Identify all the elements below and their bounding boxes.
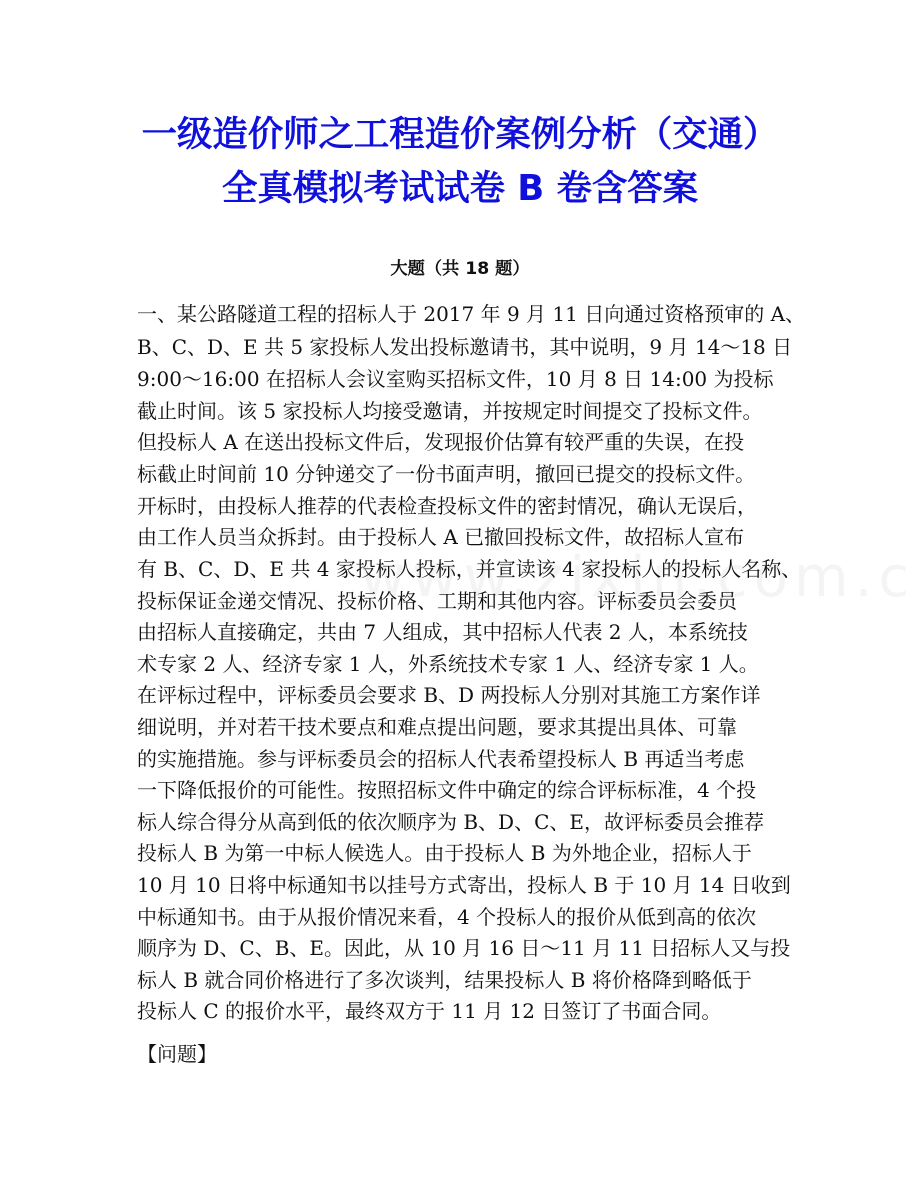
paragraph-line: 顺序为 D、C、B、E。因此，从 10 月 16 日～11 月 11 日招标人又与投	[137, 936, 791, 960]
paragraph-line: 有 B、C、D、E 共 4 家投标人投标，并宣读该 4 家投标人的投标人名称、	[137, 557, 802, 581]
paragraph-line: 由招标人直接确定，共由 7 人组成，其中招标人代表 2 人，本系统技	[137, 620, 748, 644]
paragraph-line: B、C、D、E 共 5 家投标人发出投标邀请书，其中说明，9 月 14～18 日	[137, 335, 793, 359]
question-label: 【问题】	[137, 1042, 217, 1066]
paragraph-line: 投标保证金递交情况、投标价格、工期和其他内容。评标委员会委员	[137, 589, 737, 613]
section-heading: 大题（共 18 题）	[390, 259, 530, 279]
paragraph-line: 中标通知书。由于从报价情况来看，4 个投标人的报价从低到高的依次	[137, 905, 757, 929]
paragraph-line: 投标人 C 的报价水平，最终双方于 11 月 12 日签订了书面合同。	[137, 999, 722, 1023]
paragraph-line: 标截止时间前 10 分钟递交了一份书面声明，撤回已提交的投标文件。	[137, 462, 756, 486]
paragraph-line: 术专家 2 人、经济专家 1 人，外系统技术专家 1 人、经济专家 1 人。	[137, 652, 759, 676]
paragraph-line: 标人综合得分从高到低的依次顺序为 B、D、C、E，故评标委员会推荐	[137, 810, 764, 834]
paragraph-line: 标人 B 就合同价格进行了多次谈判，结果投标人 B 将价格降到略低于	[137, 968, 752, 992]
paragraph-line: 一、某公路隧道工程的招标人于 2017 年 9 月 11 日向通过资格预审的 A、	[137, 302, 806, 326]
paragraph-line: 开标时，由投标人推荐的代表检查投标文件的密封情况，确认无误后，	[137, 494, 757, 518]
paragraph-line: 在评标过程中，评标委员会要求 B、D 两投标人分别对其施工方案作详	[137, 683, 761, 707]
paragraph-line: 投标人 B 为第一中标人候选人。由于投标人 B 为外地企业，招标人于	[137, 841, 752, 865]
paragraph-line: 10 月 10 日将中标通知书以挂号方式寄出，投标人 B 于 10 月 14 日收到	[137, 873, 791, 897]
paragraph-line: 由工作人员当众拆封。由于投标人 A 已撤回投标文件，故招标人宣布	[137, 525, 745, 549]
document-title-line-1: 一级造价师之工程造价案例分析（交通）	[141, 114, 779, 155]
paragraph-line: 一下降低报价的可能性。按照招标文件中确定的综合评标标准，4 个投	[137, 778, 757, 802]
paragraph-line: 细说明，并对若干技术要点和难点提出问题，要求其提出具体、可靠	[137, 715, 737, 739]
paragraph-line: 截止时间。该 5 家投标人均接受邀请，并按规定时间提交了投标文件。	[137, 399, 763, 423]
document-title-line-2: 全真模拟考试试卷 B 卷含答案	[221, 168, 699, 209]
paragraph-line: 的实施措施。参与评标委员会的招标人代表希望投标人 B 再适当考虑	[137, 747, 745, 771]
paragraph-line: 9:00～16:00 在招标人会议室购买招标文件，10 月 8 日 14:00 为投标	[137, 367, 774, 391]
paragraph-line: 但投标人 A 在送出投标文件后，发现报价估算有较严重的失误，在投	[137, 430, 745, 454]
